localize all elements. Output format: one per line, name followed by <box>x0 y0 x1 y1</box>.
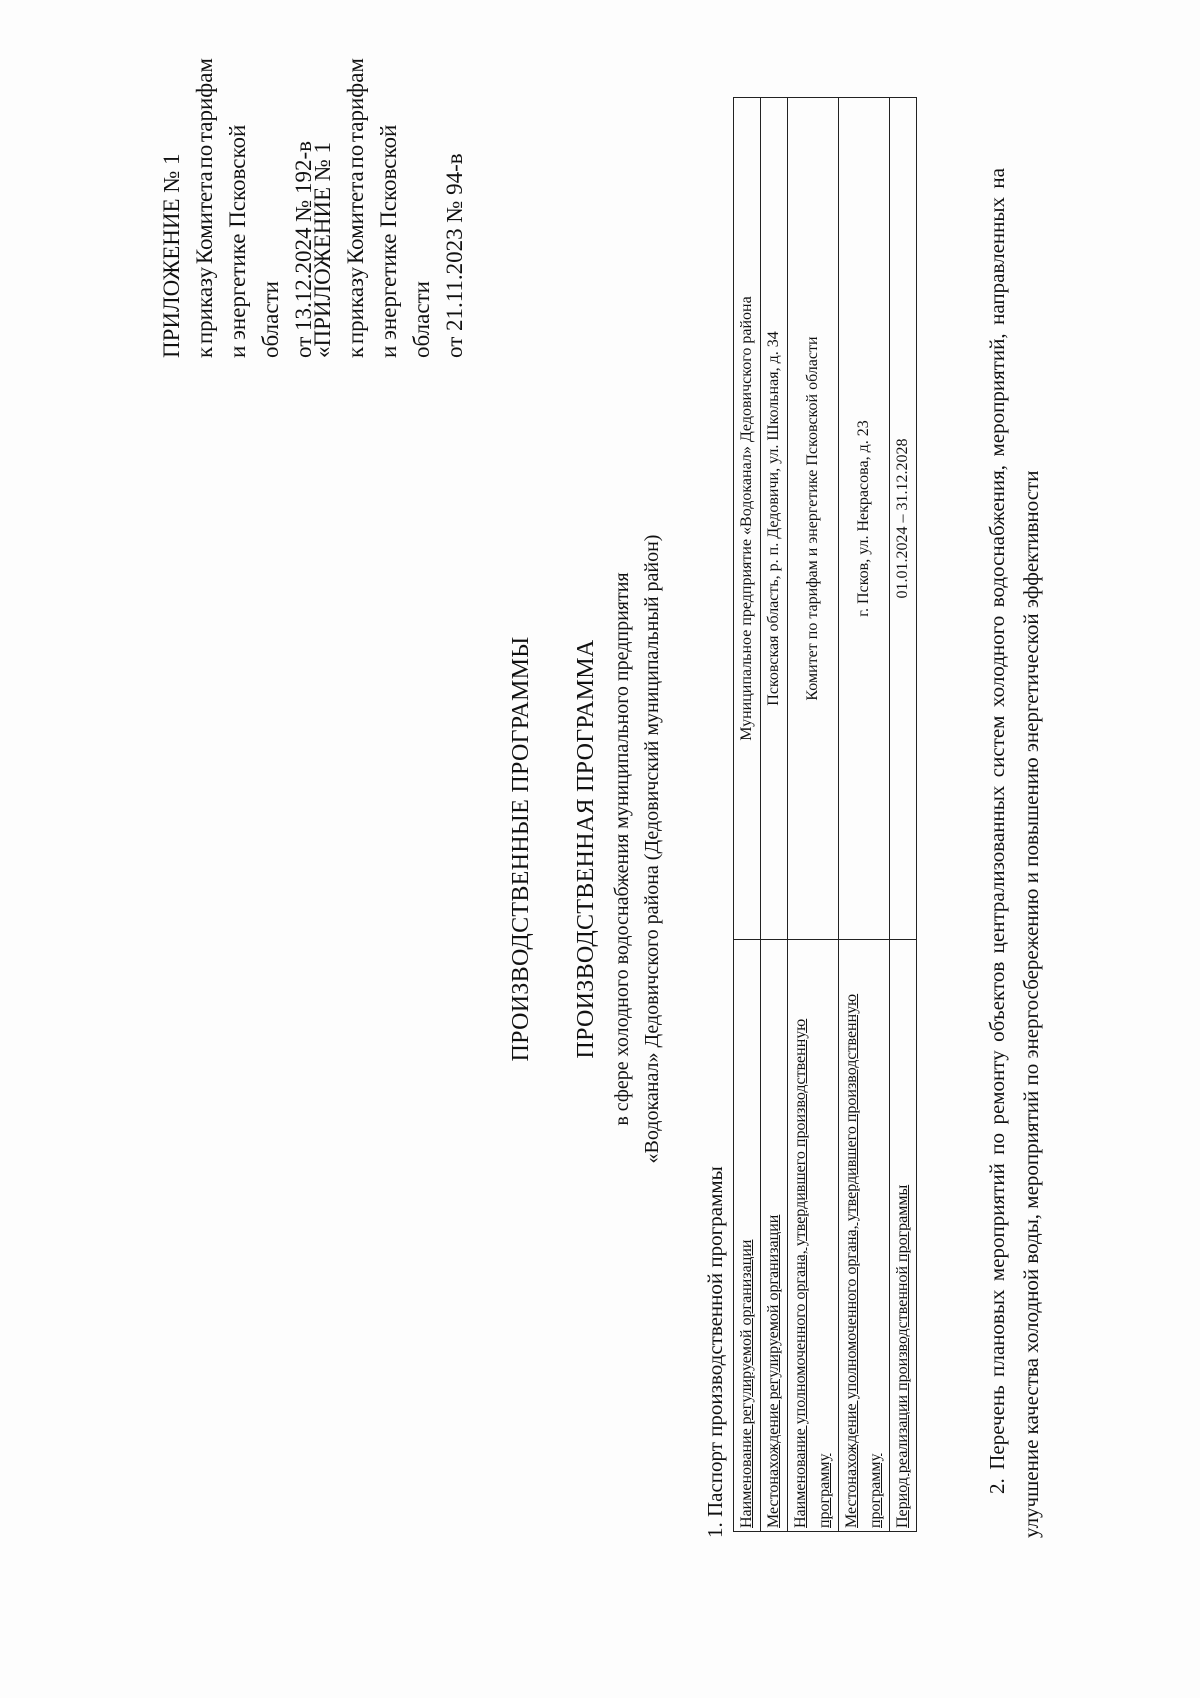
section2-paragraph: 2. Перечень плановых мероприятий по ремонту объектов централизованных систем холодного водоснабжения, мероприятий, направленных на улучшение качества холодной воды, мероприятий по энергосбережению и повышению энергетической эффективности <box>985 168 1043 1538</box>
program-title: ПРОИЗВОДСТВЕННАЯ ПРОГРАММА <box>573 639 599 1059</box>
word: по <box>343 144 368 169</box>
label-text: Период реализации производственной программы <box>894 1184 911 1528</box>
program-subtitle-line1: в сфере холодного водоснабжения муниципального предприятия <box>611 572 633 1126</box>
passport-value: г. Псков, ул. Некрасова, д. 23 <box>839 98 890 940</box>
appendix-previous-line2: и энергетике Псковской области <box>376 124 434 358</box>
label-text: Наименование уполномоченного органа, утвердившего производственную программу <box>792 1018 833 1528</box>
table-row <box>734 98 761 1532</box>
passport-table <box>733 97 917 1532</box>
program-subtitle-line2: «Водоканал» Дедовичского района (Дедовичский муниципальный район) <box>641 534 663 1164</box>
document-heading: ПРОИЗВОДСТВЕННЫЕ ПРОГРАММЫ <box>508 636 534 1062</box>
passport-label <box>890 940 917 1532</box>
appendix-current <box>155 58 320 358</box>
appendix-previous-line3: от 21.11.2023 № 94-в <box>442 153 467 358</box>
table-row <box>890 98 917 1532</box>
word: Комитета <box>343 171 368 265</box>
passport-value: Псковская область, р. п. Дедовичи, ул. Школьная, д. 34 <box>761 98 788 940</box>
table-row <box>788 98 839 1532</box>
word: Комитета <box>192 171 217 265</box>
appendix-current-title: ПРИЛОЖЕНИЕ № 1 <box>159 153 184 358</box>
passport-label <box>734 940 761 1532</box>
word: тарифам <box>343 58 368 143</box>
appendix-previous <box>306 58 471 358</box>
label-text: Наименование регулируемой организации <box>738 1239 755 1528</box>
word: приказу <box>343 266 368 345</box>
appendix-previous-title: «ПРИЛОЖЕНИЕ № 1 <box>310 141 335 358</box>
passport-value: Муниципальное предприятие «Водоканал» Дедовичского района <box>734 98 761 940</box>
word: к <box>343 346 368 358</box>
section1-title: 1. Паспорт производственной программы <box>703 1166 727 1538</box>
program-subtitle <box>607 0 667 1698</box>
word: тарифам <box>192 58 217 143</box>
table-row <box>839 98 890 1532</box>
word: по <box>192 144 217 169</box>
passport-value: 01.01.2024 – 31.12.2028 <box>890 98 917 940</box>
word: приказу <box>192 266 217 345</box>
passport-value: Комитет по тарифам и энергетике Псковской области <box>788 98 839 940</box>
label-text: Местонахождение регулируемой организации <box>765 1214 782 1528</box>
table-row <box>761 98 788 1532</box>
appendix-current-line1 <box>188 58 221 358</box>
appendix-previous-line1 <box>339 58 372 358</box>
label-text: Местонахождение уполномоченного органа, утвердившего производственную программу <box>843 993 884 1528</box>
passport-label <box>788 940 839 1532</box>
passport-label <box>839 940 890 1532</box>
word: к <box>192 346 217 358</box>
appendix-current-line2: и энергетике Псковской области <box>225 124 283 358</box>
appendix-current-line3: от 13.12.2024 № 192-в <box>291 141 316 358</box>
passport-label <box>761 940 788 1532</box>
